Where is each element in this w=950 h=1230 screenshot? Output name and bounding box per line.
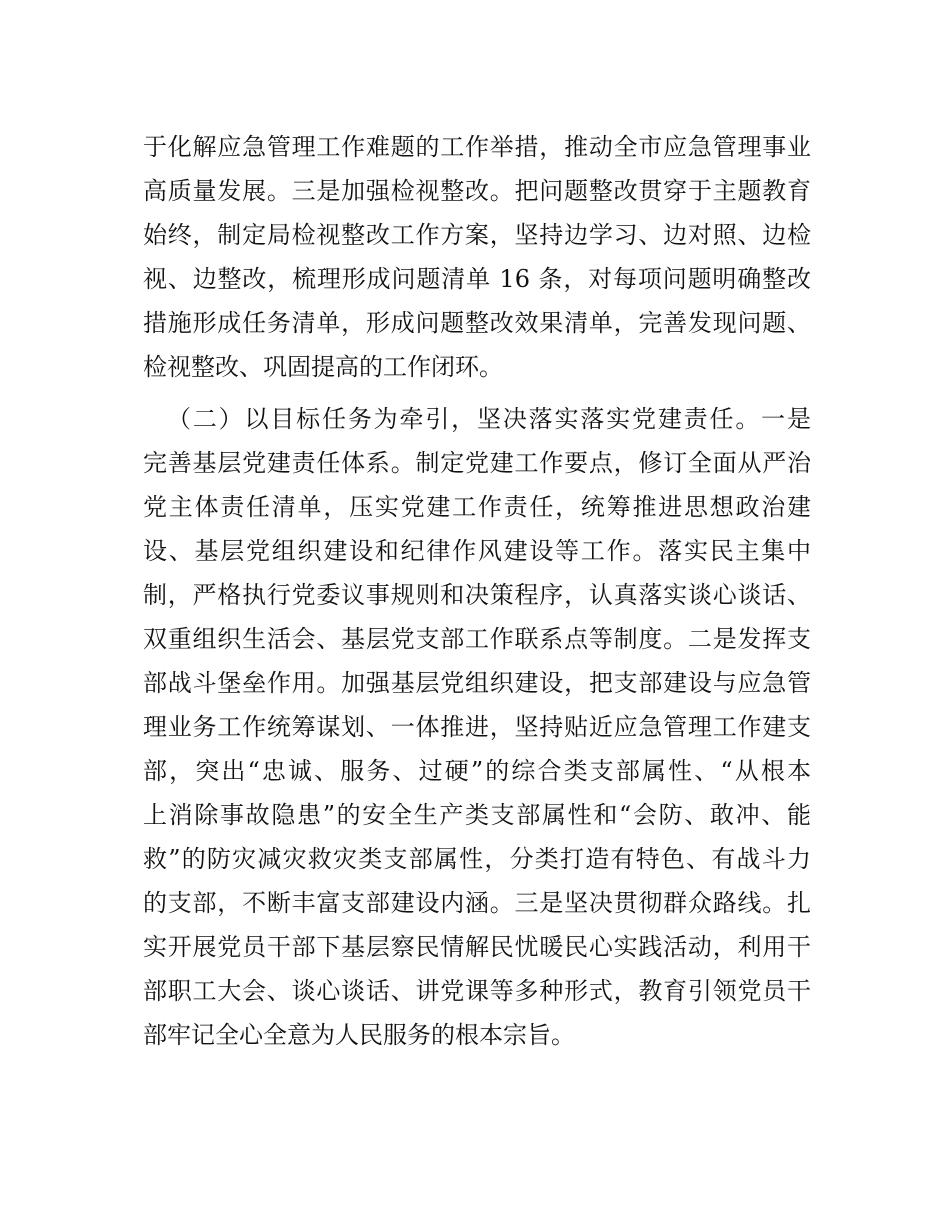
text-line: 高质量发展。三是加强检视整改。把问题整改贯穿于主题教育 — [143, 177, 811, 205]
text-line: 制，严格执行党委议事规则和决策程序，认真落实谈心谈话、 — [143, 581, 811, 609]
paragraph-2 — [143, 397, 811, 1057]
text-line: 党主体责任清单，压实党建工作责任，统筹推进思想政治建 — [143, 493, 811, 521]
text-line: 于化解应急管理工作难题的工作举措，推动全市应急管理事业 — [143, 133, 811, 161]
text-line: 始终，制定局检视整改工作方案，坚持边学习、边对照、边检 — [143, 221, 811, 249]
text-line: 上消除事故隐患”的安全生产类支部属性和“会防、敢冲、能 — [143, 801, 811, 829]
text-line: 的支部，不断丰富支部建设内涵。三是坚决贯彻群众路线。扎 — [143, 889, 811, 917]
text-line: 部，突出“忠诚、服务、过硬”的综合类支部属性、“从根本 — [143, 757, 811, 785]
text-line: 理业务工作统筹谋划、一体推进，坚持贴近应急管理工作建支 — [143, 713, 811, 741]
document-body — [143, 125, 811, 1057]
text-line: 部牢记全心全意为人民服务的根本宗旨。 — [143, 1021, 575, 1049]
text-line: 实开展党员干部下基层察民情解民忧暖民心实践活动，利用干 — [143, 933, 811, 961]
text-line: 双重组织生活会、基层党支部工作联系点等制度。二是发挥支 — [143, 625, 811, 653]
text-line: 完善基层党建责任体系。制定党建工作要点，修订全面从严治 — [143, 449, 811, 477]
paragraph-spacer — [143, 389, 811, 397]
paragraph-1 — [143, 125, 811, 389]
text-line: 救”的防灾减灾救灾类支部属性，分类打造有特色、有战斗力 — [143, 845, 811, 873]
text-line: 设、基层党组织建设和纪律作风建设等工作。落实民主集中 — [143, 537, 811, 565]
text-line: 部战斗堡垒作用。加强基层党组织建设，把支部建设与应急管 — [143, 669, 811, 697]
text-line: （二）以目标任务为牵引，坚决落实落实党建责任。一是 — [167, 405, 811, 433]
text-line: 措施形成任务清单，形成问题整改效果清单，完善发现问题、 — [143, 309, 811, 337]
text-line: 部职工大会、谈心谈话、讲党课等多种形式，教育引领党员干 — [143, 977, 811, 1005]
text-line: 视、边整改，梳理形成问题清单 16 条，对每项问题明确整改 — [143, 265, 811, 293]
text-line: 检视整改、巩固提高的工作闭环。 — [143, 353, 503, 381]
